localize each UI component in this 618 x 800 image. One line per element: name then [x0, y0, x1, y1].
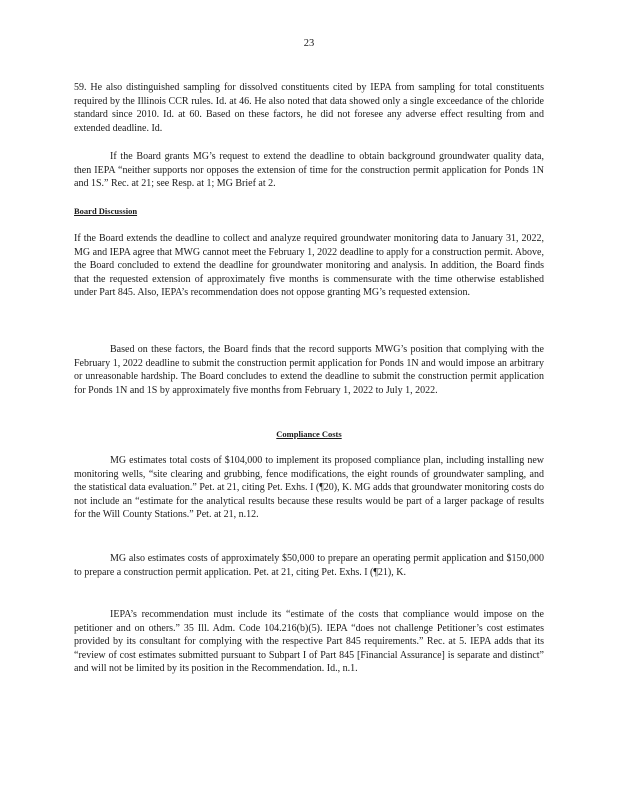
paragraph-board-discussion-1: If the Board extends the deadline to collect and analyze required groundwater monitoring data to January 31, 2022, MG and IEPA agree that MWG cannot meet the February 1, 2022 deadline to apply for a construction permit. Above, the Board concluded to extend the deadline for groundwater monitoring and analysis. In addition, the Board finds that the requested extension of approximately five months is commensurate with the time otherwise established under Part 845. Also, IEPA’s recommendation does not oppose granting MG’s requested extension. [74, 233, 544, 299]
board-discussion-block-1 [74, 232, 544, 300]
heading-board-discussion: Board Discussion [74, 206, 138, 216]
paragraph-compliance-costs-3: IEPA’s recommendation must include its “estimate of the costs that compliance would impose on the petitioner and on others.” 35 Ill. Adm. Code 104.216(b)(5). IEPA “does not challenge Petitioner’s cost estimates provided by its consultant for complying with the respective Part 845 requirements.” Rec. at 5. IEPA adds that its “review of cost estimates submitted pursuant to Subpart I of Part 845 [Financial Assurance] is separate and distinct” and will not be limited by its position in the Recommendation. Id., n.1. [74, 609, 544, 675]
compliance-costs-block-1 [74, 454, 544, 522]
page-number: 23 [303, 38, 315, 49]
compliance-costs-block-3 [74, 608, 544, 676]
paragraph-compliance-costs-2: MG also estimates costs of approximately $50,000 to prepare an operating permit application and $150,000 to prepare a construction permit application. Pet. at 21, citing Pet. Exhs. I (¶21), K. [74, 553, 544, 578]
compliance-costs-block-2 [74, 552, 544, 579]
intro-block [74, 81, 544, 135]
board-discussion-block-2 [74, 343, 544, 397]
intro-block-2 [74, 150, 544, 191]
paragraph-board-discussion-2: Based on these factors, the Board finds that the record supports MWG’s position that complying with the February 1, 2022 deadline to submit the construction permit application for Ponds 1N and would impose an arbitrary or unreasonable hardship. The Board concludes to extend the deadline to submit the construction permit application for Ponds 1N and 1S by approximately five months from February 1, 2022 to July 1, 2022. [74, 344, 544, 396]
paragraph-compliance-costs-1: MG estimates total costs of $104,000 to implement its proposed compliance plan, including installing new monitoring wells, “site clearing and grubbing, fence modifications, the eight rounds of groundwater sampling, and the statistical data evaluation.” Pet. at 21, citing Pet. Exhs. I (¶20), K. MG adds that groundwater monitoring costs do not include an “estimate for the analytical results because these results would be part of a larger package of results for the Will County Stations.” Pet. at 21, n.12. [74, 455, 544, 521]
paragraph-intro-2: If the Board grants MG’s request to extend the deadline to obtain background groundwater quality data, then IEPA “neither supports nor opposes the extension of time for the construction permit application for Ponds 1N and 1S.” Rec. at 21; see Resp. at 1; MG Brief at 2. [74, 151, 544, 190]
paragraph-intro-1: 59. He also distinguished sampling for dissolved constituents cited by IEPA from sampling for total constituents required by the Illinois CCR rules. Id. at 46. He also noted that data showed only a single exceedance of the chloride standard since 2010. Id. at 60. Based on these factors, he did not foresee any adverse effect resulting from and extended deadline. Id. [74, 82, 544, 134]
heading-compliance-costs: Compliance Costs [276, 429, 342, 439]
